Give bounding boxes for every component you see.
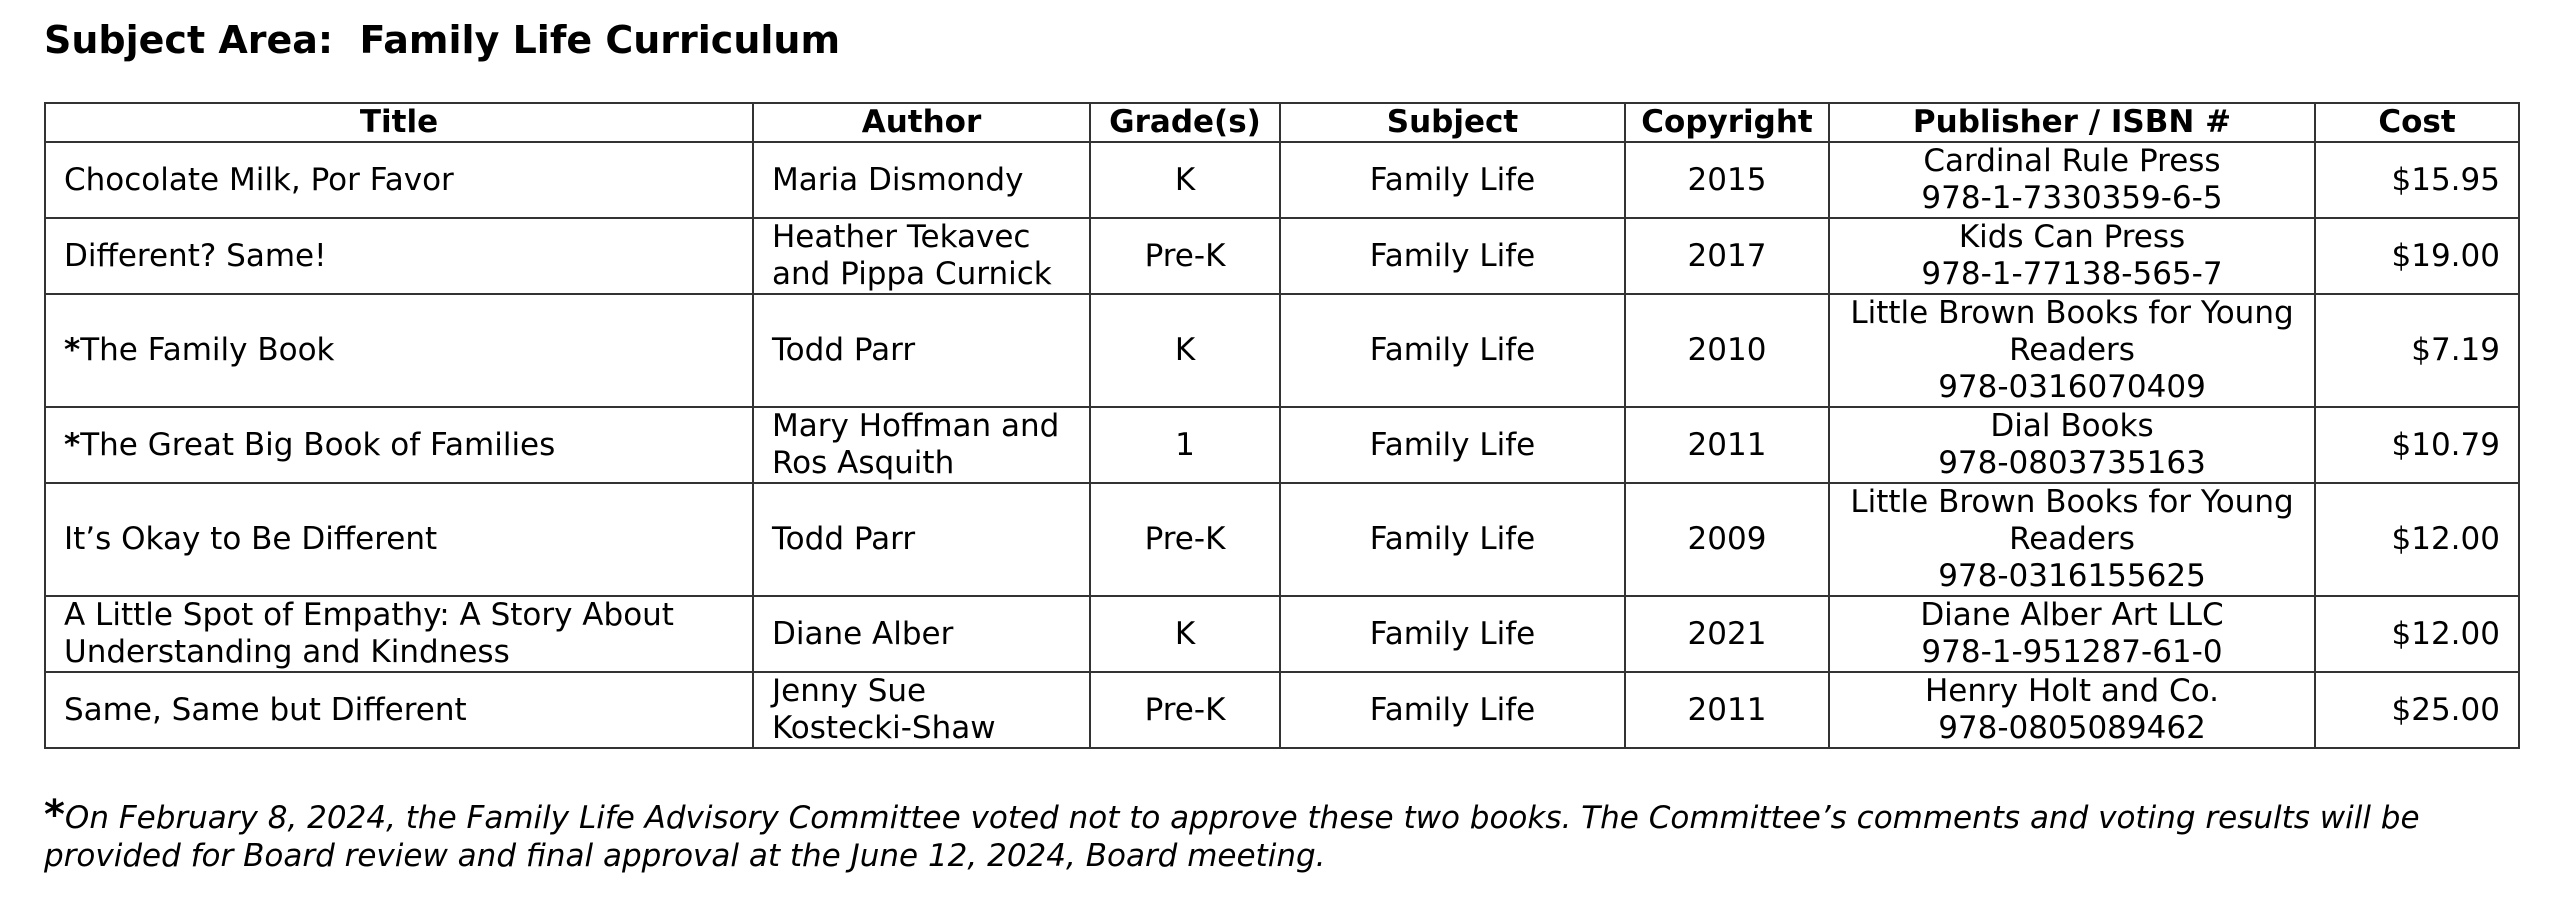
cell-cost: $7.19 (2315, 294, 2519, 407)
footnote-text: On February 8, 2024, the Family Life Advisory Committee voted not to approve these two books. The Committee’s comments and voting results will be provided for Board review and final approval at the June 12, 2024, Board meeting. (44, 800, 2420, 874)
cell-author (753, 596, 1090, 672)
author-line: Heather Tekavec (772, 219, 1031, 255)
table-row (45, 407, 2519, 483)
cell-subject: Family Life (1280, 596, 1625, 672)
cell-title (45, 294, 753, 407)
cell-author (753, 294, 1090, 407)
cell-copyright: 2010 (1625, 294, 1829, 407)
cell-author (753, 672, 1090, 748)
cell-publisher-isbn (1829, 672, 2315, 748)
page-title: Subject Area: Family Life Curriculum (44, 18, 841, 62)
publisher-line: Readers (2009, 521, 2135, 557)
cell-copyright: 2015 (1625, 142, 1829, 218)
cell-cost: $10.79 (2315, 407, 2519, 483)
book-title: Different? Same! (64, 237, 327, 274)
cell-copyright: 2009 (1625, 483, 1829, 596)
cell-subject: Family Life (1280, 483, 1625, 596)
cell-copyright: 2021 (1625, 596, 1829, 672)
author-line: Mary Hoffman and (772, 408, 1060, 444)
header-publisher-isbn: Publisher / ISBN # (1829, 103, 2315, 142)
cell-title (45, 142, 753, 218)
author-line: Maria Dismondy (772, 161, 1024, 198)
cell-author (753, 407, 1090, 483)
author-line: Todd Parr (772, 521, 916, 557)
cell-author (753, 483, 1090, 596)
cell-author (753, 218, 1090, 294)
author-line: and Pippa Curnick (772, 256, 1052, 292)
cell-cost: $25.00 (2315, 672, 2519, 748)
header-copyright: Copyright (1625, 103, 1829, 142)
cell-cost: $19.00 (2315, 218, 2519, 294)
publisher-line: Readers (2009, 332, 2135, 368)
cell-cost: $12.00 (2315, 483, 2519, 596)
publisher-line: Diane Alber Art LLC (1920, 597, 2224, 633)
cell-grade: Pre-K (1090, 218, 1280, 294)
publisher-line: Little Brown Books for Young (1850, 484, 2294, 520)
table-row (45, 142, 2519, 218)
publisher-line: Kids Can Press (1958, 219, 2186, 255)
table-row (45, 294, 2519, 407)
publisher-line: 978-1-951287-61-0 (1921, 634, 2223, 670)
cell-publisher-isbn (1829, 596, 2315, 672)
header-title: Title (45, 103, 753, 142)
book-title: The Great Big Book of Families (80, 426, 556, 463)
asterisk-marker: * (64, 426, 81, 463)
cell-copyright: 2017 (1625, 218, 1829, 294)
cell-title (45, 672, 753, 748)
table-body (45, 142, 2519, 748)
cell-title (45, 483, 753, 596)
cell-grade: Pre-K (1090, 483, 1280, 596)
cell-publisher-isbn (1829, 294, 2315, 407)
author-line: Kostecki-Shaw (772, 710, 996, 746)
asterisk-marker: * (64, 332, 81, 368)
book-title: The Family Book (80, 332, 335, 368)
book-title: Chocolate Milk, Por Favor (64, 161, 454, 198)
cell-subject: Family Life (1280, 218, 1625, 294)
cell-author (753, 142, 1090, 218)
cell-title (45, 407, 753, 483)
author-line: Ros Asquith (772, 445, 955, 481)
publisher-line: Little Brown Books for Young (1850, 295, 2294, 331)
footnote (44, 792, 2514, 875)
cell-subject: Family Life (1280, 142, 1625, 218)
curriculum-table (44, 102, 2520, 749)
publisher-line: 978-0316155625 (1938, 558, 2206, 594)
cell-title (45, 596, 753, 672)
publisher-line: Henry Holt and Co. (1925, 673, 2219, 709)
publisher-line: Cardinal Rule Press (1923, 143, 2221, 179)
cell-grade: Pre-K (1090, 672, 1280, 748)
header-grades: Grade(s) (1090, 103, 1280, 142)
cell-grade: K (1090, 596, 1280, 672)
cell-subject: Family Life (1280, 294, 1625, 407)
header-cost: Cost (2315, 103, 2519, 142)
cell-cost: $12.00 (2315, 596, 2519, 672)
table-row (45, 596, 2519, 672)
cell-publisher-isbn (1829, 218, 2315, 294)
table-header-row (45, 103, 2519, 142)
publisher-line: 978-0316070409 (1938, 369, 2206, 405)
author-line: Todd Parr (772, 332, 916, 368)
cell-title (45, 218, 753, 294)
cell-grade: K (1090, 294, 1280, 407)
footnote-marker: * (44, 792, 65, 838)
header-subject: Subject (1280, 103, 1625, 142)
cell-cost: $15.95 (2315, 142, 2519, 218)
cell-publisher-isbn (1829, 483, 2315, 596)
cell-grade: K (1090, 142, 1280, 218)
cell-subject: Family Life (1280, 407, 1625, 483)
cell-publisher-isbn (1829, 142, 2315, 218)
table-row (45, 672, 2519, 748)
publisher-line: 978-0805089462 (1938, 710, 2206, 746)
table-row (45, 218, 2519, 294)
cell-publisher-isbn (1829, 407, 2315, 483)
header-author: Author (753, 103, 1090, 142)
publisher-line: Dial Books (1990, 408, 2154, 444)
book-title: A Little Spot of Empathy: A Story About Understanding and Kindness (64, 597, 674, 670)
cell-grade: 1 (1090, 407, 1280, 483)
publisher-line: 978-1-7330359-6-5 (1921, 180, 2223, 216)
author-line: Jenny Sue (772, 673, 927, 709)
publisher-line: 978-0803735163 (1938, 445, 2206, 481)
publisher-line: 978-1-77138-565-7 (1921, 256, 2223, 292)
author-line: Diane Alber (772, 615, 954, 652)
cell-subject: Family Life (1280, 672, 1625, 748)
cell-copyright: 2011 (1625, 672, 1829, 748)
cell-copyright: 2011 (1625, 407, 1829, 483)
table-row (45, 483, 2519, 596)
book-title: It’s Okay to Be Different (64, 521, 438, 557)
book-title: Same, Same but Different (64, 691, 467, 728)
